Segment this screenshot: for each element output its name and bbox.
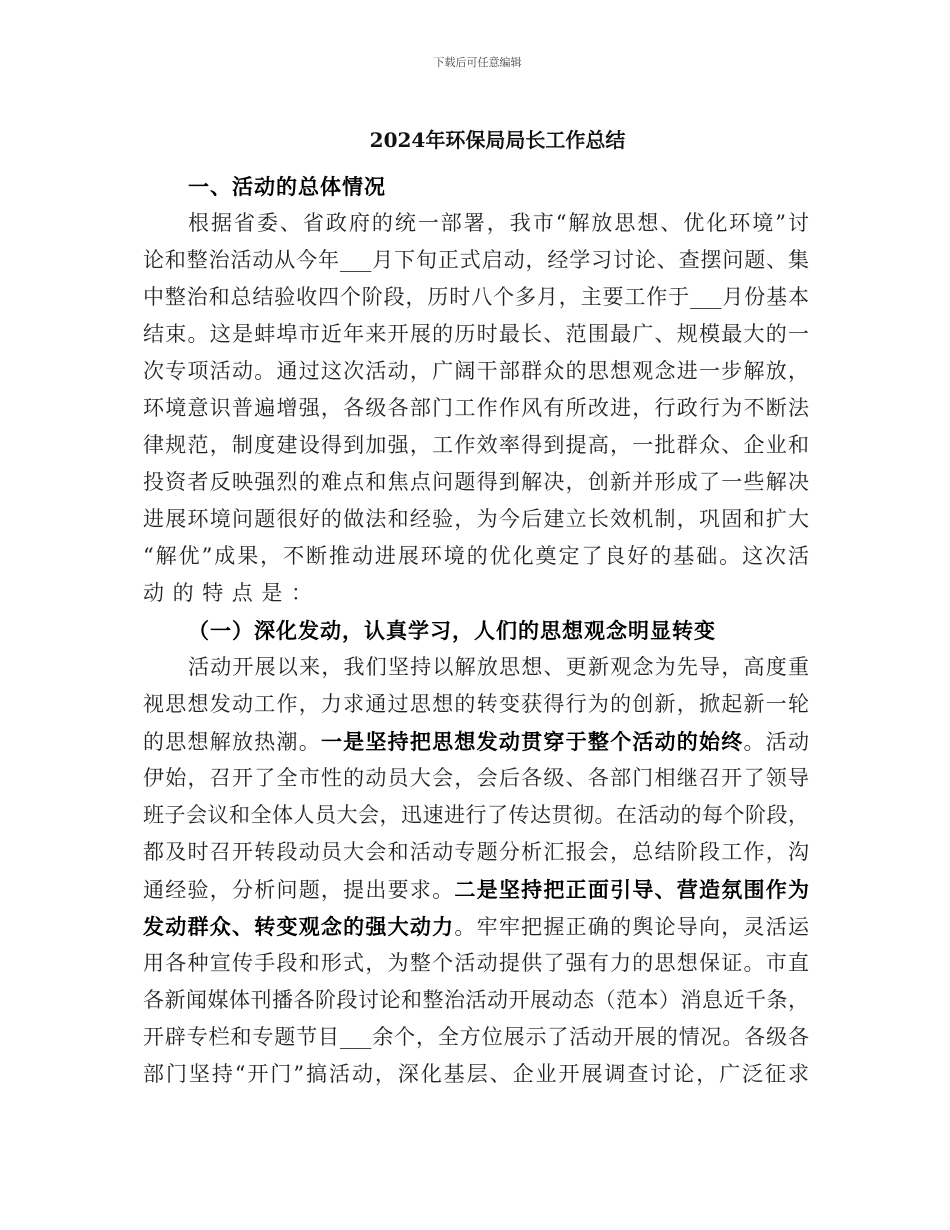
text-segment: 部门坚持“开门”搞活动，深化基层、企业开展调查讨论，广泛征求	[143, 1062, 809, 1086]
text-line	[143, 501, 809, 538]
text-line	[143, 982, 809, 1019]
text-segment: 伊始，召开了全市性的动员大会，会后各级、各部门相继召开了领导	[143, 766, 809, 790]
text-segment: 开辟专栏和专题节目___余个，全方位展示了活动开展的情况。各级各	[143, 1025, 809, 1049]
text-segment: 结束。这是蚌埠市近年来开展的历时最长、范围最广、规模最大的一	[143, 322, 809, 346]
text-segment: 活动开展以来，我们坚持以解放思想、更新观念为先导，高度重	[188, 655, 809, 679]
text-segment: 论和整治活动从今年___月下旬正式启动，经学习讨论、查摆问题、集	[143, 248, 809, 272]
text-segment: 班子会议和全体人员大会，迅速进行了传达贯彻。在活动的每个阶段，	[143, 803, 809, 827]
text-line	[143, 205, 809, 242]
text-segment: 次专项活动。通过这次活动，广阔干部群众的思想观念进一步解放，	[143, 359, 809, 383]
text-segment: 环境意识普遍增强，各级各部门工作作风有所改进，行政行为不断法	[143, 396, 809, 420]
text-line	[143, 649, 809, 686]
section-heading	[143, 168, 809, 205]
text-line	[143, 686, 809, 723]
document-title: 2024年环保局局长工作总结	[369, 128, 626, 152]
text-line	[143, 575, 809, 612]
text-line	[143, 723, 809, 760]
text-line	[143, 834, 809, 871]
text-line	[143, 279, 809, 316]
text-line	[143, 353, 809, 390]
text-segment: 动的特点是：	[143, 581, 321, 605]
text-segment: 各新闻媒体刊播各阶段讨论和整治活动开展动态（范本）消息近千条，	[143, 988, 809, 1012]
text-segment: 进展环境问题很好的做法和经验，为今后建立长效机制，巩固和扩大	[143, 507, 809, 531]
text-line	[143, 1019, 809, 1056]
text-line	[143, 797, 809, 834]
document-body	[143, 168, 809, 1093]
text-segment: 根据省委、省政府的统一部署，我市“解放思想、优化环境”讨	[188, 211, 809, 235]
header-note: 下载后可任意编辑	[433, 56, 522, 69]
text-line	[143, 316, 809, 353]
text-segment: 。牢牢把握正确的舆论导向，灵活运	[454, 915, 810, 939]
text-line	[143, 760, 809, 797]
bold-text: 一是坚持把思想发动贯穿于整个活动的始终	[320, 729, 744, 754]
text-segment: 律规范，制度建设得到加强，工作效率得到提高，一批群众、企业和	[143, 433, 809, 457]
bold-text: 二是坚持把正面引导、营造氛围作为	[454, 877, 810, 902]
text-line	[143, 242, 809, 279]
text-segment: 视思想发动工作，力求通过思想的转变获得行为的创新，掀起新一轮	[143, 692, 809, 716]
text-line	[143, 427, 809, 464]
text-line	[143, 464, 809, 501]
text-line	[143, 1056, 809, 1093]
text-line	[143, 945, 809, 982]
section-heading	[143, 612, 809, 649]
text-segment: 。活动	[743, 730, 810, 754]
text-segment: 用各种宣传手段和形式，为整个活动提供了强有力的思想保证。市直	[143, 951, 809, 975]
text-segment: 通经验，分析问题，提出要求。	[143, 878, 455, 902]
text-line	[143, 390, 809, 427]
text-segment: “解优”成果，不断推动进展环境的优化奠定了良好的基础。这次活	[143, 544, 809, 568]
text-segment: 的思想解放热潮。	[143, 730, 321, 754]
text-segment: 投资者反映强烈的难点和焦点问题得到解决，创新并形成了一些解决	[143, 470, 809, 494]
bold-text: 一、活动的总体情况	[188, 174, 386, 199]
text-line	[143, 908, 809, 945]
text-segment: 中整治和总结验收四个阶段，历时八个多月，主要工作于___月份基本	[143, 285, 809, 309]
bold-text: （一）深化发动，认真学习，人们的思想观念明显转变	[188, 618, 716, 643]
text-line	[143, 871, 809, 908]
text-line	[143, 538, 809, 575]
bold-text: 发动群众、转变观念的强大动力	[143, 914, 455, 939]
text-segment: 都及时召开转段动员大会和活动专题分析汇报会，总结阶段工作，沟	[143, 840, 809, 864]
